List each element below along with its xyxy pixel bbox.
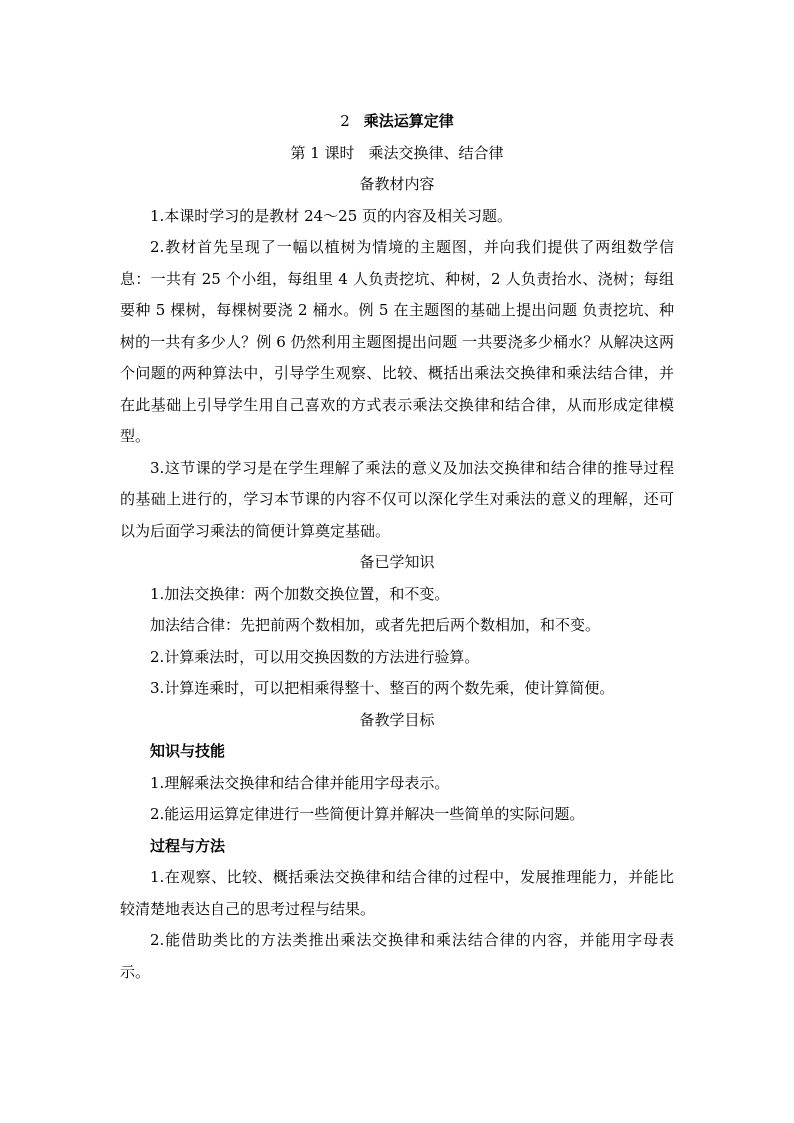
chapter-title-text: 乘法运算定律	[363, 112, 454, 130]
lesson-title-text: 乘法交换律、结合律	[368, 143, 504, 162]
materials-paragraph-1: 1.本课时学习的是教材 24～25 页的内容及相关习题。	[150, 206, 513, 225]
knowledge-paragraph-1: 1.理解乘法交换律和结合律并能用字母表示。	[150, 773, 450, 792]
prior-paragraph-2: 加法结合律：先把前两个数相加，或者先把后两个数相加，和不变。	[150, 616, 601, 634]
prior-paragraph-1: 1.加法交换律：两个加数交换位置，和不变。	[150, 584, 450, 603]
process-paragraph-2: 2.能借助类比的方法类推出乘法交换律和乘法结合律的内容，并能用字母表示。	[120, 931, 674, 981]
document-body	[120, 106, 674, 988]
section-heading-goals: 备教学目标	[359, 710, 435, 729]
materials-paragraph-2: 2.教材首先呈现了一幅以植树为情境的主题图，并向我们提供了两组数学信息：一共有 25 个小组，每组里 4 人负责挖坑、种树，2 人负责抬水、浇树；每组要种 5 棵树，每棵树要浇 2 桶水。例 5 在主题图的基础上提出问题 负责挖坑、种树的一共有多少人？例 6 仍然利用主题图提出问题 一共要浇多少桶水？从解决这两个问题的两种算法中，引导学生观察、比较、概括出乘法交换律和乘法结合律，并在此基础上引导学生用自己喜欢的方式表示乘法交换律和结合律，从而形成定律模型。	[120, 238, 674, 445]
prior-paragraph-3: 2.计算乘法时，可以用交换因数的方法进行验算。	[150, 647, 480, 666]
lesson-number: 第 1 课时	[290, 143, 355, 162]
materials-paragraph-3: 3.这节课的学习是在学生理解了乘法的意义及加法交换律和结合律的推导过程的基础上进行的，学习本节课的内容不仅可以深化学生对乘法的意义的理解，还可以为后面学习乘法的简便计算奠定基础。	[120, 458, 674, 540]
chapter-number: 2	[340, 112, 350, 130]
knowledge-paragraph-2: 2.能运用运算定律进行一些简便计算并解决一些简单的实际问题。	[150, 805, 585, 823]
process-paragraph-1: 1.在观察、比较、概括乘法交换律和结合律的过程中，发展推理能力，并能比较清楚地表达自己的思考过程与结果。	[120, 868, 674, 918]
subheading-process-methods: 过程与方法	[150, 836, 226, 855]
lesson-title	[120, 138, 674, 170]
subheading-knowledge-skills: 知识与技能	[150, 742, 226, 760]
section-heading-prior-knowledge: 备已学知识	[359, 553, 435, 571]
prior-paragraph-4: 3.计算连乘时，可以把相乘得整十、整百的两个数先乘，使计算简便。	[150, 679, 615, 697]
chapter-title	[120, 106, 674, 138]
section-heading-materials: 备教材内容	[359, 175, 435, 193]
